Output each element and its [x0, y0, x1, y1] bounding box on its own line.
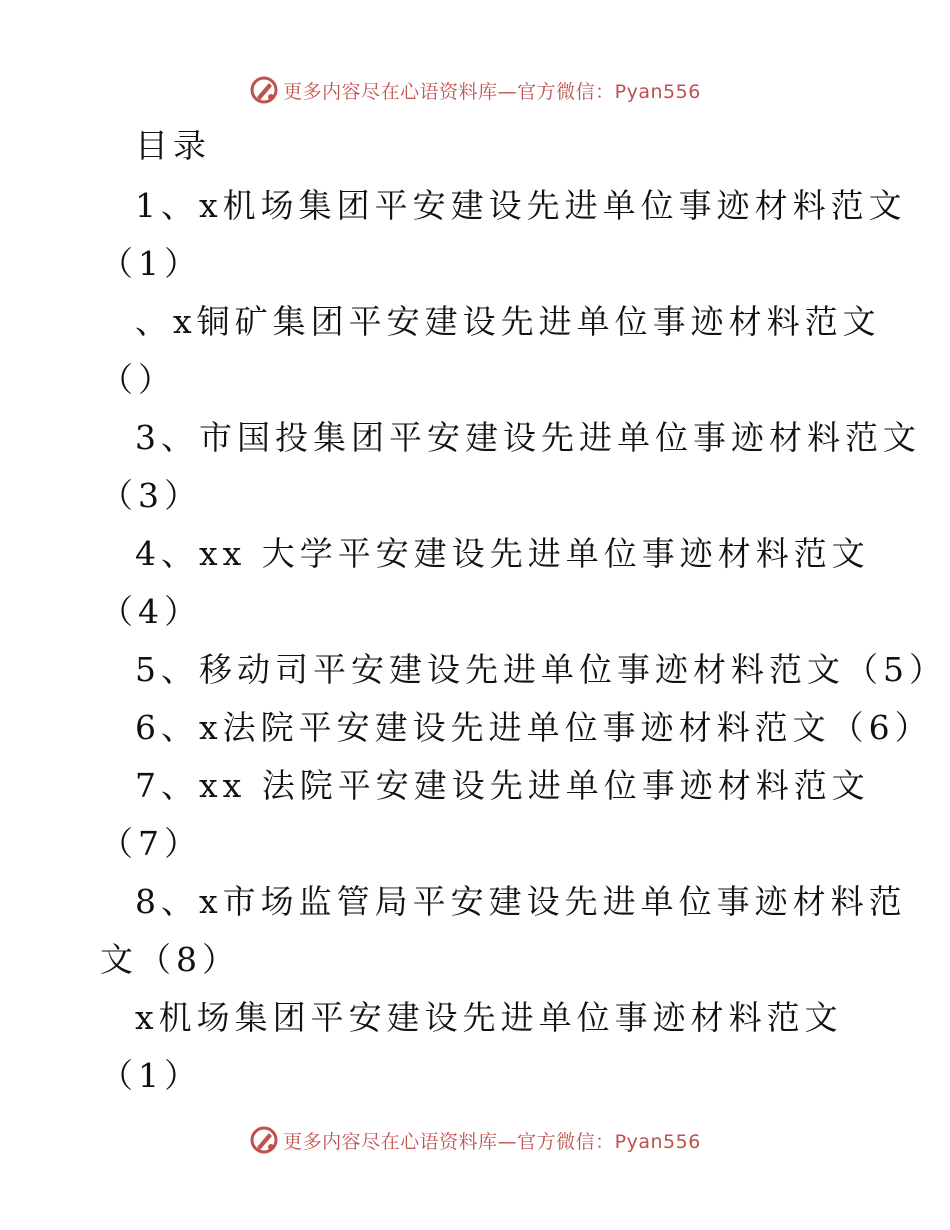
header-banner-text: 更多内容尽在心语资料库—官方微信：Pyan556: [283, 80, 701, 103]
toc-entry-2-page: （）: [100, 360, 176, 399]
toc-entry-6: 6、x法院平安建设先进单位事迹材料范文（6）: [135, 708, 933, 747]
toc-entry-7: 7、xx 法院平安建设先进单位事迹材料范文: [135, 766, 870, 805]
toc-entry-5: 5、移动司平安建设先进单位事迹材料范文（5）: [135, 650, 947, 689]
pen-seal-logo-icon: [249, 1125, 279, 1155]
footer-banner: [0, 1120, 950, 1160]
header-banner: [0, 70, 950, 110]
toc-entry-3-page: （3）: [100, 476, 202, 515]
toc-entry-1: 1、x机场集团平安建设先进单位事迹材料范文: [135, 186, 907, 225]
toc-entry-3: 3、市国投集团平安建设先进单位事迹材料范文: [135, 418, 921, 457]
toc-entry-4-page: （4）: [100, 592, 202, 631]
toc-entry-7-page: （7）: [100, 824, 202, 863]
toc-entry-8: 8、x市场监管局平安建设先进单位事迹材料范: [135, 882, 907, 921]
section-heading: x机场集团平安建设先进单位事迹材料范文: [135, 998, 843, 1037]
toc-entry-1-page: （1）: [100, 244, 202, 283]
toc-entry-8-cont: 文（8）: [100, 940, 240, 979]
toc-entry-2: 、x铜矿集团平安建设先进单位事迹材料范文: [135, 302, 881, 341]
pen-seal-logo-icon: [249, 75, 279, 105]
footer-banner-text: 更多内容尽在心语资料库—官方微信：Pyan556: [283, 1130, 701, 1153]
toc-entry-4: 4、xx 大学平安建设先进单位事迹材料范文: [135, 534, 870, 573]
toc-title: 目录: [135, 126, 211, 165]
section-heading-page: （1）: [100, 1056, 202, 1095]
